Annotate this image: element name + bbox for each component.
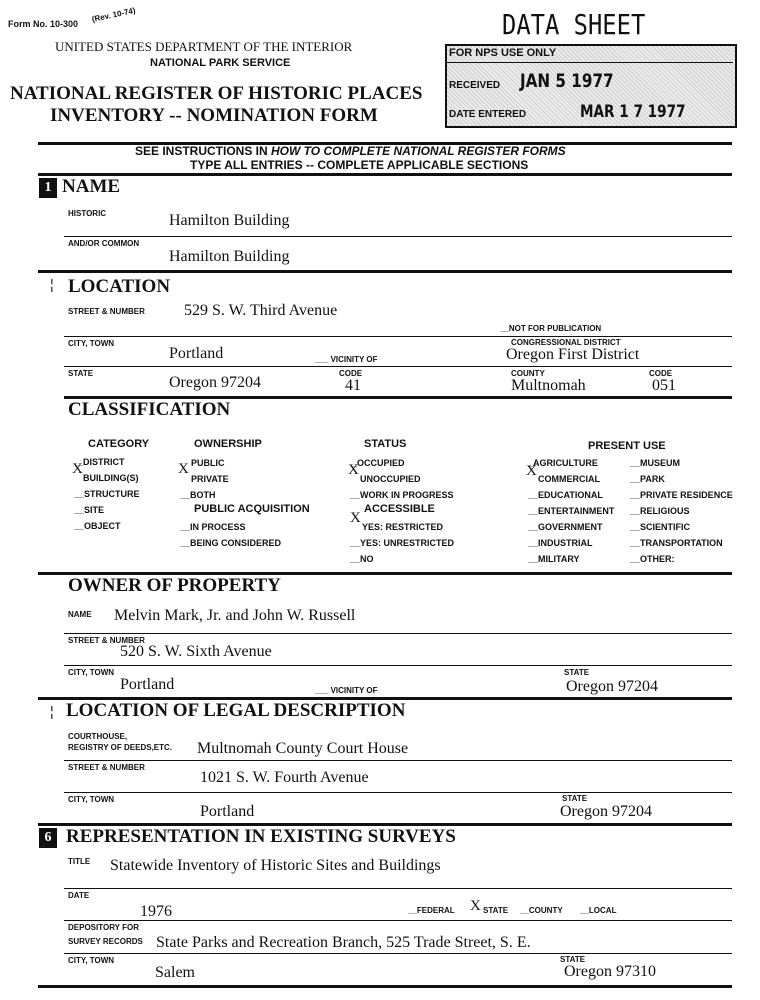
- use-private-residence: __PRIVATE RESIDENCE: [630, 490, 733, 500]
- location-street-label: STREET & NUMBER: [68, 307, 145, 316]
- accessible-unrestricted: __YES: UNRESTRICTED: [350, 538, 455, 548]
- legal-city-label: CITY, TOWN: [68, 795, 115, 804]
- use-commercial: COMMERCIAL: [538, 474, 600, 484]
- classification-heading: CLASSIFICATION: [68, 399, 231, 420]
- category-object: __OBJECT: [74, 521, 121, 531]
- category-building-mark: X: [72, 461, 83, 477]
- owner-name-label: NAME: [68, 610, 92, 619]
- use-military: __MILITARY: [528, 554, 580, 564]
- use-entertainment: __ENTERTAINMENT: [528, 506, 615, 516]
- legal-street-label: STREET & NUMBER: [68, 763, 145, 772]
- county-value: Multnomah: [511, 377, 586, 394]
- use-other: __OTHER:: [630, 554, 675, 564]
- use-government: __GOVERNMENT: [528, 522, 603, 532]
- location-state-value: Oregon 97204: [169, 374, 261, 391]
- legal-state-label: STATE: [562, 794, 588, 803]
- rule: [64, 888, 732, 889]
- congressional-district-label: CONGRESSIONAL DISTRICT: [511, 338, 621, 347]
- rule: [64, 760, 732, 761]
- courthouse-value: Multnomah County Court House: [197, 740, 409, 757]
- owner-name-value: Melvin Mark, Jr. and John W. Russell: [114, 607, 356, 624]
- status-work-in-progress: __WORK IN PROGRESS: [350, 490, 454, 500]
- state-code-label: CODE: [339, 369, 363, 378]
- legal-street-value: 1021 S. W. Fourth Avenue: [200, 769, 369, 786]
- public-acquisition-heading: PUBLIC ACQUISITION: [194, 503, 310, 515]
- location-state-label: STATE: [68, 369, 94, 378]
- ownership-public: PUBLIC: [191, 458, 225, 468]
- location-vicinity-label: ___ VICINITY OF: [315, 355, 378, 364]
- rule: [64, 665, 732, 666]
- form-number: Form No. 10-300: [8, 19, 79, 29]
- rule: [64, 920, 732, 921]
- legal-state-value: Oregon 97204: [560, 803, 652, 820]
- category-building: BUILDING(S): [83, 473, 139, 483]
- accessible-heading: ACCESSIBLE: [364, 503, 435, 515]
- owner-city-value: Portland: [120, 676, 175, 693]
- owner-vicinity-label: ___ VICINITY OF: [315, 686, 378, 695]
- rule: [64, 236, 732, 237]
- congressional-district-value: Oregon First District: [506, 346, 640, 363]
- registry-label: REGISTRY OF DEEDS,ETC.: [68, 743, 173, 752]
- survey-city-label: CITY, TOWN: [68, 956, 115, 965]
- use-industrial: __INDUSTRIAL: [528, 538, 593, 548]
- form-revision: (Rev. 10-74): [91, 5, 137, 24]
- common-name-value: Hamilton Building: [169, 248, 290, 265]
- county-code-label: CODE: [649, 369, 673, 378]
- accessible-restricted-mark: X: [350, 510, 361, 526]
- depository-value: State Parks and Recreation Branch, 525 Trade Street, S. E.: [156, 934, 531, 951]
- rule: [64, 792, 732, 793]
- use-transportation: __TRANSPORTATION: [630, 538, 723, 548]
- legal-city-value: Portland: [200, 803, 255, 820]
- county-code-value: 051: [652, 377, 676, 394]
- bottom-rule: [38, 985, 732, 988]
- received-date-stamp: JAN 5 1977: [520, 70, 614, 92]
- form-title-line2: INVENTORY -- NOMINATION FORM: [50, 105, 378, 126]
- owner-street-label: STREET & NUMBER: [68, 636, 145, 645]
- depository-label: DEPOSITORY FOR: [68, 923, 139, 932]
- county-label: COUNTY: [511, 369, 545, 378]
- survey-state-option: STATE: [483, 906, 509, 915]
- rule: [64, 366, 732, 367]
- owner-state-label: STATE: [564, 668, 590, 677]
- use-educational: __EDUCATIONAL: [528, 490, 603, 500]
- nps-use-only-label: FOR NPS USE ONLY: [449, 47, 557, 59]
- category-structure: __STRUCTURE: [74, 489, 140, 499]
- accessible-no: __NO: [350, 554, 374, 564]
- section-name-heading: NAME: [62, 176, 121, 197]
- status-unoccupied-mark: X: [348, 462, 359, 478]
- survey-county-option: __COUNTY: [520, 906, 563, 915]
- rule: [64, 336, 732, 337]
- location-city-label: CITY, TOWN: [68, 339, 115, 348]
- data-sheet-stamp: DATA SHEET: [502, 8, 646, 41]
- survey-federal-option: __FEDERAL: [408, 906, 455, 915]
- owner-heading: OWNER OF PROPERTY: [68, 575, 281, 596]
- courthouse-label: COURTHOUSE,: [68, 732, 128, 741]
- not-for-publication-label: __NOT FOR PUBLICATION: [500, 324, 602, 333]
- owner-city-label: CITY, TOWN: [68, 668, 115, 677]
- ownership-both: __BOTH: [180, 490, 216, 500]
- survey-state-value: Oregon 97310: [564, 963, 656, 980]
- rule: [64, 953, 732, 954]
- section-number-6: 6: [39, 828, 57, 848]
- rule: [64, 633, 732, 634]
- instructions-link-text: HOW TO COMPLETE NATIONAL REGISTER FORMS: [271, 144, 566, 158]
- status-unoccupied: UNOCCUPIED: [360, 474, 421, 484]
- location-street-value: 529 S. W. Third Avenue: [184, 302, 338, 319]
- survey-title-label: TITLE: [68, 857, 91, 866]
- category-district: _DISTRICT: [78, 457, 125, 467]
- instructions-line1: [135, 144, 566, 158]
- department-name: UNITED STATES DEPARTMENT OF THE INTERIOR: [55, 39, 353, 54]
- survey-local-option: __LOCAL: [580, 906, 617, 915]
- section-location-heading: LOCATION: [68, 276, 171, 297]
- present-use-heading: PRESENT USE: [588, 440, 666, 452]
- service-name: NATIONAL PARK SERVICE: [150, 57, 291, 69]
- nps-box-divider: [445, 62, 733, 63]
- instructions-text: SEE INSTRUCTIONS IN: [135, 144, 272, 158]
- ownership-heading: OWNERSHIP: [194, 438, 262, 450]
- instructions-line2: TYPE ALL ENTRIES -- COMPLETE APPLICABLE SECTIONS: [190, 158, 529, 172]
- owner-street-value: 520 S. W. Sixth Avenue: [120, 643, 272, 660]
- ownership-private-mark: X: [178, 461, 189, 477]
- use-museum: __MUSEUM: [630, 458, 681, 468]
- section2-top-rule: [38, 270, 732, 273]
- form-title-line1: NATIONAL REGISTER OF HISTORIC PLACES: [10, 83, 423, 104]
- historic-name-value: Hamilton Building: [169, 212, 290, 229]
- survey-state-label: STATE: [560, 955, 586, 964]
- status-occupied: _OCCUPIED: [352, 458, 405, 468]
- historic-label: HISTORIC: [68, 209, 107, 218]
- location-city-value: Portland: [169, 345, 224, 362]
- use-religious: __RELIGIOUS: [630, 506, 690, 516]
- accessible-restricted: YES: RESTRICTED: [362, 522, 444, 532]
- survey-state-mark: X: [470, 898, 481, 914]
- acquisition-being-considered: __BEING CONSIDERED: [180, 538, 282, 548]
- received-label: RECEIVED: [449, 80, 501, 91]
- survey-date-value: 1976: [140, 903, 172, 920]
- survey-city-value: Salem: [155, 964, 195, 981]
- status-heading: STATUS: [364, 438, 407, 450]
- survey-records-label: SURVEY RECORDS: [68, 937, 143, 946]
- owner-state-value: Oregon 97204: [566, 678, 658, 695]
- surveys-heading: REPRESENTATION IN EXISTING SURVEYS: [66, 826, 456, 847]
- state-code-value: 41: [345, 377, 361, 394]
- section-number-1: 1: [39, 178, 57, 198]
- survey-date-label: DATE: [68, 891, 90, 900]
- category-site: __SITE: [74, 505, 105, 515]
- date-entered-stamp: MAR 1 7 1977: [580, 102, 686, 122]
- use-agriculture: _AGRICULTURE: [528, 458, 598, 468]
- section-marker: ¦: [50, 703, 54, 719]
- use-commercial-mark: X: [526, 463, 537, 479]
- ownership-private: PRIVATE: [191, 474, 229, 484]
- section-marker: ¦: [50, 276, 54, 292]
- common-name-label: AND/OR COMMON: [68, 239, 140, 248]
- use-park: __PARK: [630, 474, 665, 484]
- acquisition-in-process: __IN PROCESS: [180, 522, 246, 532]
- legal-description-heading: LOCATION OF LEGAL DESCRIPTION: [66, 700, 406, 721]
- use-scientific: __SCIENTIFIC: [630, 522, 691, 532]
- section1-top-rule: [38, 173, 732, 176]
- date-entered-label: DATE ENTERED: [449, 109, 527, 120]
- survey-title-value: Statewide Inventory of Historic Sites and Buildings: [110, 857, 441, 874]
- category-heading: CATEGORY: [88, 438, 150, 450]
